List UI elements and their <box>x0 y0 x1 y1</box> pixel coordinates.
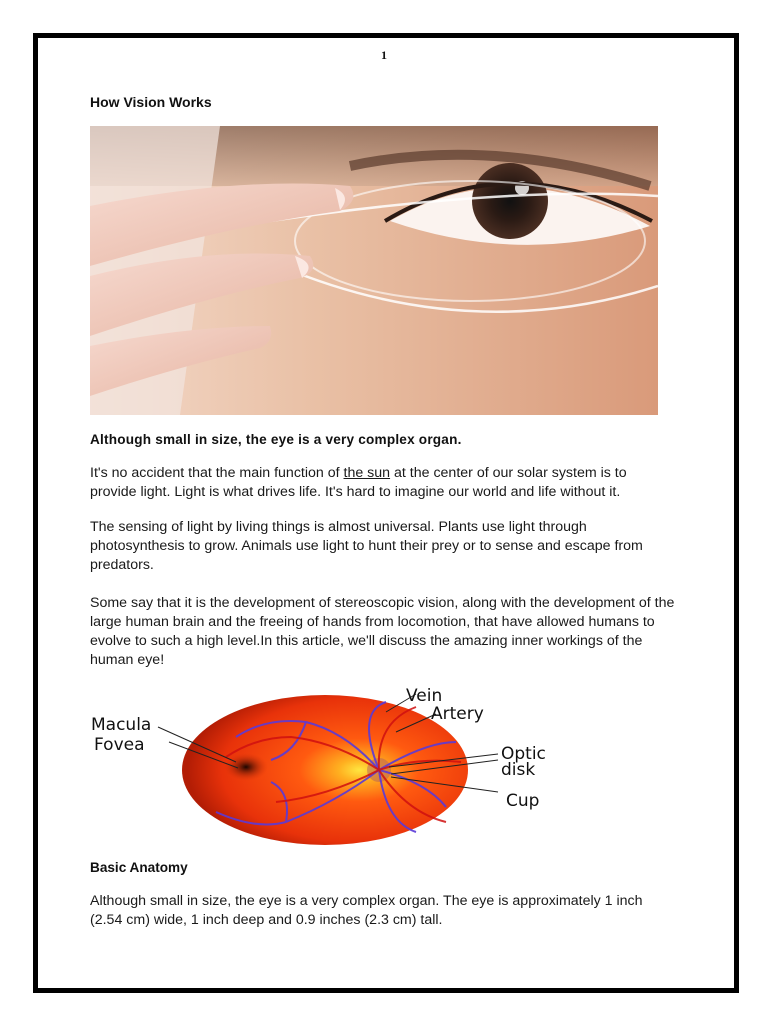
paragraph-stereoscopic: Some say that it is the development of stereoscopic vision, along with the development of the large human brain and the freeing of hands from locomotion, that have allowed humans to evolve to such a high level.In this article, we'll discuss the amazing inner workings of the human eye! <box>90 595 675 668</box>
paragraph-basic-anatomy: Although small in size, the eye is a very complex organ. The eye is approximately 1 inch (2.54 cm) wide, 1 inch deep and 0.9 inches (2.3 cm) tall. <box>90 893 643 928</box>
section-heading-basic-anatomy: Basic Anatomy <box>90 860 188 875</box>
paragraph-sun <box>90 464 675 502</box>
the-sun-link[interactable]: the sun <box>343 465 391 481</box>
label-fovea: Fovea <box>94 735 145 755</box>
label-macula: Macula <box>91 715 152 735</box>
page-number: 1 <box>381 48 387 62</box>
label-optic: Optic <box>501 744 546 764</box>
eye-photo-illustration <box>90 126 658 415</box>
paragraph-sun-text-after: at the center of our solar system is to provide light. Light is what drives life. It's hard to imagine our world and life without it. <box>90 465 627 500</box>
eye-photo <box>90 126 658 415</box>
label-cup: Cup <box>506 791 540 811</box>
paragraph-sun-text-before: It's no accident that the main function of <box>90 465 344 481</box>
label-disk: disk <box>501 760 536 780</box>
paragraph-light-sensing: The sensing of light by living things is almost universal. Plants use light through photosynthesis to grow. Animals use light to hunt their prey or to sense and escape from predators. <box>90 519 643 573</box>
label-artery: Artery <box>431 704 484 724</box>
retina-diagram <box>86 682 586 852</box>
label-vein: Vein <box>406 686 443 706</box>
subtitle: Although small in size, the eye is a very complex organ. <box>90 432 462 447</box>
retina-illustration <box>86 682 586 852</box>
page-title: How Vision Works <box>90 94 212 110</box>
